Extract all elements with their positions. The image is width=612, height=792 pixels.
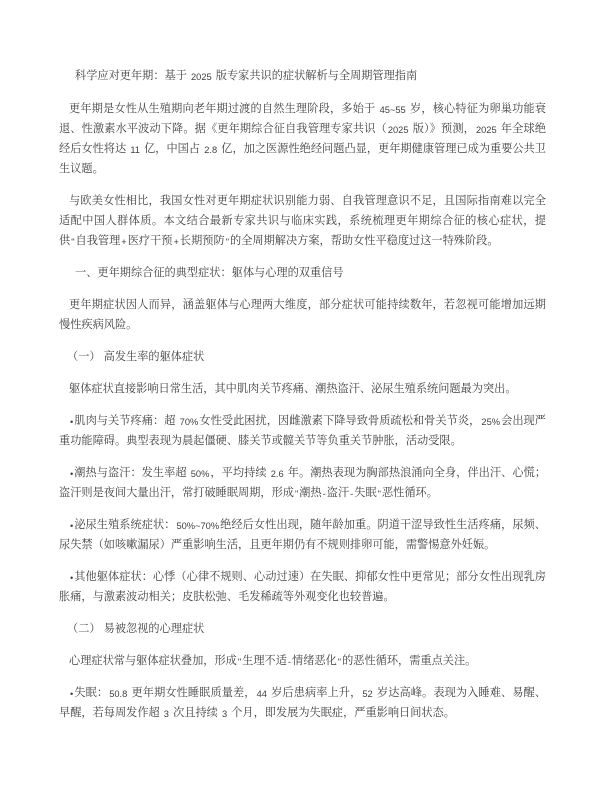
body-paragraph: 与欧美女性相比，我国女性对更年期症状识别能力弱、自我管理意识不足，且国际指南难以完全适配中国人群体质。本文结合最新专家共识与临床实践，系统梳理更年期综合征的核心症状，提供"自我管理+医疗干预+长期预防"的全周期解决方案，帮助女性平稳度过这一特殊阶段。 xyxy=(59,195,546,247)
subsection-heading: （二） 易被忽视的心理症状 xyxy=(67,623,205,635)
body-paragraph: 更年期是女性从生殖期向老年期过渡的自然生理阶段，多始于 45~55 岁，核心特征为卵巢功能衰退、性激素水平波动下降。据《更年期综合征自我管理专家共识（2025 版）》预测，2025 年全球绝经后女性将达 11 亿，中国占 2.8 亿，加之医源性绝经问题凸显，更年期健康管理已成为重要公共卫生议题。 xyxy=(59,103,546,175)
body-paragraph: 心理症状常与躯体症状叠加，形成"生理不适-情绪恶化"的恶性循环，需重点关注。 xyxy=(69,655,477,667)
bullet-item: •肌肉与关节疼痛：超 70%女性受此困扰，因雌激素下降导致骨质疏松和骨关节炎，25%会出现严重功能障碍。典型表现为晨起僵硬、膝关节或髋关节等负重关节肿胀，活动受限。 xyxy=(59,415,546,447)
bullet-item: •失眠：50.8 更年期女性睡眠质量差，44 岁后患病率上升，52 岁达高峰。表现为入睡难、易醒、早醒，若每周发作超 3 次且持续 3 个月，即发展为失眠症，严重影响日间状态。 xyxy=(59,687,547,719)
document-title: 科学应对更年期：基于 2025 版专家共识的症状解析与全周期管理指南 xyxy=(75,70,418,82)
subsection-heading: （一） 高发生率的躯体症状 xyxy=(67,351,205,363)
bullet-item: •其他躯体症状：心悸（心律不规则、心动过速）在失眠、抑郁女性中更常见；部分女性出现乳房胀痛，与激素波动相关；皮肤松弛、毛发稀疏等外观变化也较普遍。 xyxy=(59,571,546,603)
document-body xyxy=(59,99,546,723)
body-paragraph: 躯体症状直接影响日常生活，其中肌肉关节疼痛、潮热盗汗、泌尿生殖系统问题最为突出。 xyxy=(69,383,517,395)
section-heading: 一、更年期综合征的典型症状：躯体与心理的双重信号 xyxy=(75,267,344,279)
bullet-item: •泌尿生殖系统症状：50%~70%绝经后女性出现，随年龄加重。阴道干涩导致性生活疼痛，尿频、尿失禁（如咳嗽漏尿）严重影响生活，且更年期仍有不规则排卵可能，需警惕意外妊娠。 xyxy=(59,519,546,551)
bullet-item: •潮热与盗汗：发生率超 50%，平均持续 2.6 年。潮热表现为胸部热浪涌向全身，伴出汗、心慌；盗汗则是夜间大量出汗，常打破睡眠周期，形成"潮热-盗汗-失眠"恶性循环。 xyxy=(59,467,547,499)
body-paragraph: 更年期症状因人而异，涵盖躯体与心理两大维度，部分症状可能持续数年，若忽视可能增加远期慢性疾病风险。 xyxy=(59,299,546,331)
